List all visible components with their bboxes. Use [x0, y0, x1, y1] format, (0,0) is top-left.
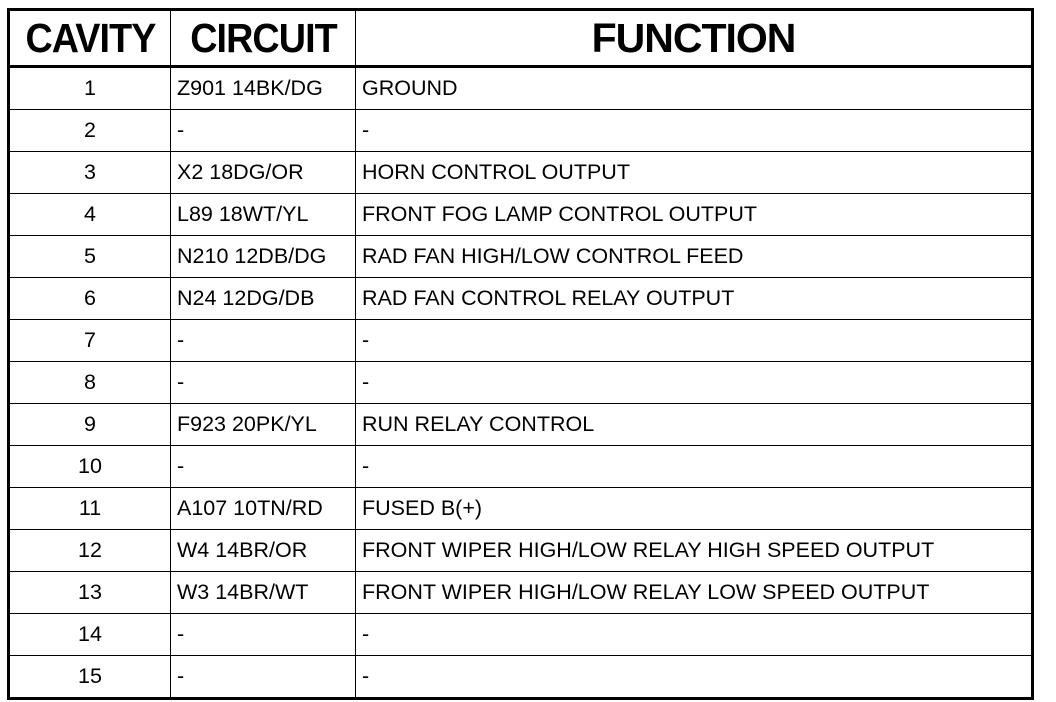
table-row: [9, 362, 1033, 404]
cell-cavity: 11: [9, 488, 171, 530]
cell-circuit: W4 14BR/OR: [171, 530, 356, 572]
cell-cavity: 4: [9, 194, 171, 236]
table-body: [9, 67, 1033, 699]
cell-cavity: 10: [9, 446, 171, 488]
cell-cavity: 3: [9, 152, 171, 194]
cell-circuit: N24 12DG/DB: [171, 278, 356, 320]
cell-circuit: -: [171, 110, 356, 152]
header-row: [9, 10, 1033, 67]
cell-function: RAD FAN HIGH/LOW CONTROL FEED: [356, 236, 1033, 278]
cell-circuit: N210 12DB/DG: [171, 236, 356, 278]
cell-function: FRONT WIPER HIGH/LOW RELAY LOW SPEED OUTPUT: [356, 572, 1033, 614]
cell-function: RUN RELAY CONTROL: [356, 404, 1033, 446]
header-circuit: CIRCUIT: [178, 10, 348, 67]
cell-cavity: 2: [9, 110, 171, 152]
table-row: [9, 320, 1033, 362]
cell-cavity: 13: [9, 572, 171, 614]
table-row: [9, 446, 1033, 488]
cell-function: FRONT WIPER HIGH/LOW RELAY HIGH SPEED OUTPUT: [356, 530, 1033, 572]
cell-cavity: 12: [9, 530, 171, 572]
cell-function: FUSED B(+): [356, 488, 1033, 530]
cell-circuit: F923 20PK/YL: [171, 404, 356, 446]
cell-cavity: 7: [9, 320, 171, 362]
cell-cavity: 1: [9, 67, 171, 110]
table-row: [9, 152, 1033, 194]
cell-function: -: [356, 614, 1033, 656]
cell-cavity: 9: [9, 404, 171, 446]
cell-function: HORN CONTROL OUTPUT: [356, 152, 1033, 194]
cell-cavity: 15: [9, 656, 171, 699]
cell-function: GROUND: [356, 67, 1033, 110]
table-row: [9, 656, 1033, 699]
cell-circuit: Z901 14BK/DG: [171, 67, 356, 110]
cell-circuit: -: [171, 656, 356, 699]
cell-circuit: -: [171, 320, 356, 362]
cell-function: -: [356, 362, 1033, 404]
table-row: [9, 67, 1033, 110]
table-row: [9, 614, 1033, 656]
cell-circuit: L89 18WT/YL: [171, 194, 356, 236]
table-row: [9, 572, 1033, 614]
cell-circuit: -: [171, 446, 356, 488]
cell-cavity: 5: [9, 236, 171, 278]
cell-cavity: 14: [9, 614, 171, 656]
cell-function: RAD FAN CONTROL RELAY OUTPUT: [356, 278, 1033, 320]
header-cavity: CAVITY: [15, 10, 164, 67]
table-row: [9, 278, 1033, 320]
cell-circuit: W3 14BR/WT: [171, 572, 356, 614]
table-row: [9, 488, 1033, 530]
header-function: FUNCTION: [356, 10, 1033, 67]
connector-pinout-table: [7, 8, 1034, 700]
cell-circuit: X2 18DG/OR: [171, 152, 356, 194]
cell-circuit: -: [171, 614, 356, 656]
cell-function: -: [356, 656, 1033, 699]
cell-function: -: [356, 446, 1033, 488]
table-header: [9, 10, 1033, 67]
cell-function: -: [356, 320, 1033, 362]
table-row: [9, 530, 1033, 572]
cell-cavity: 6: [9, 278, 171, 320]
cell-function: -: [356, 110, 1033, 152]
cell-circuit: -: [171, 362, 356, 404]
cell-function: FRONT FOG LAMP CONTROL OUTPUT: [356, 194, 1033, 236]
table-row: [9, 404, 1033, 446]
table-row: [9, 236, 1033, 278]
cell-circuit: A107 10TN/RD: [171, 488, 356, 530]
table-row: [9, 110, 1033, 152]
table-row: [9, 194, 1033, 236]
cell-cavity: 8: [9, 362, 171, 404]
